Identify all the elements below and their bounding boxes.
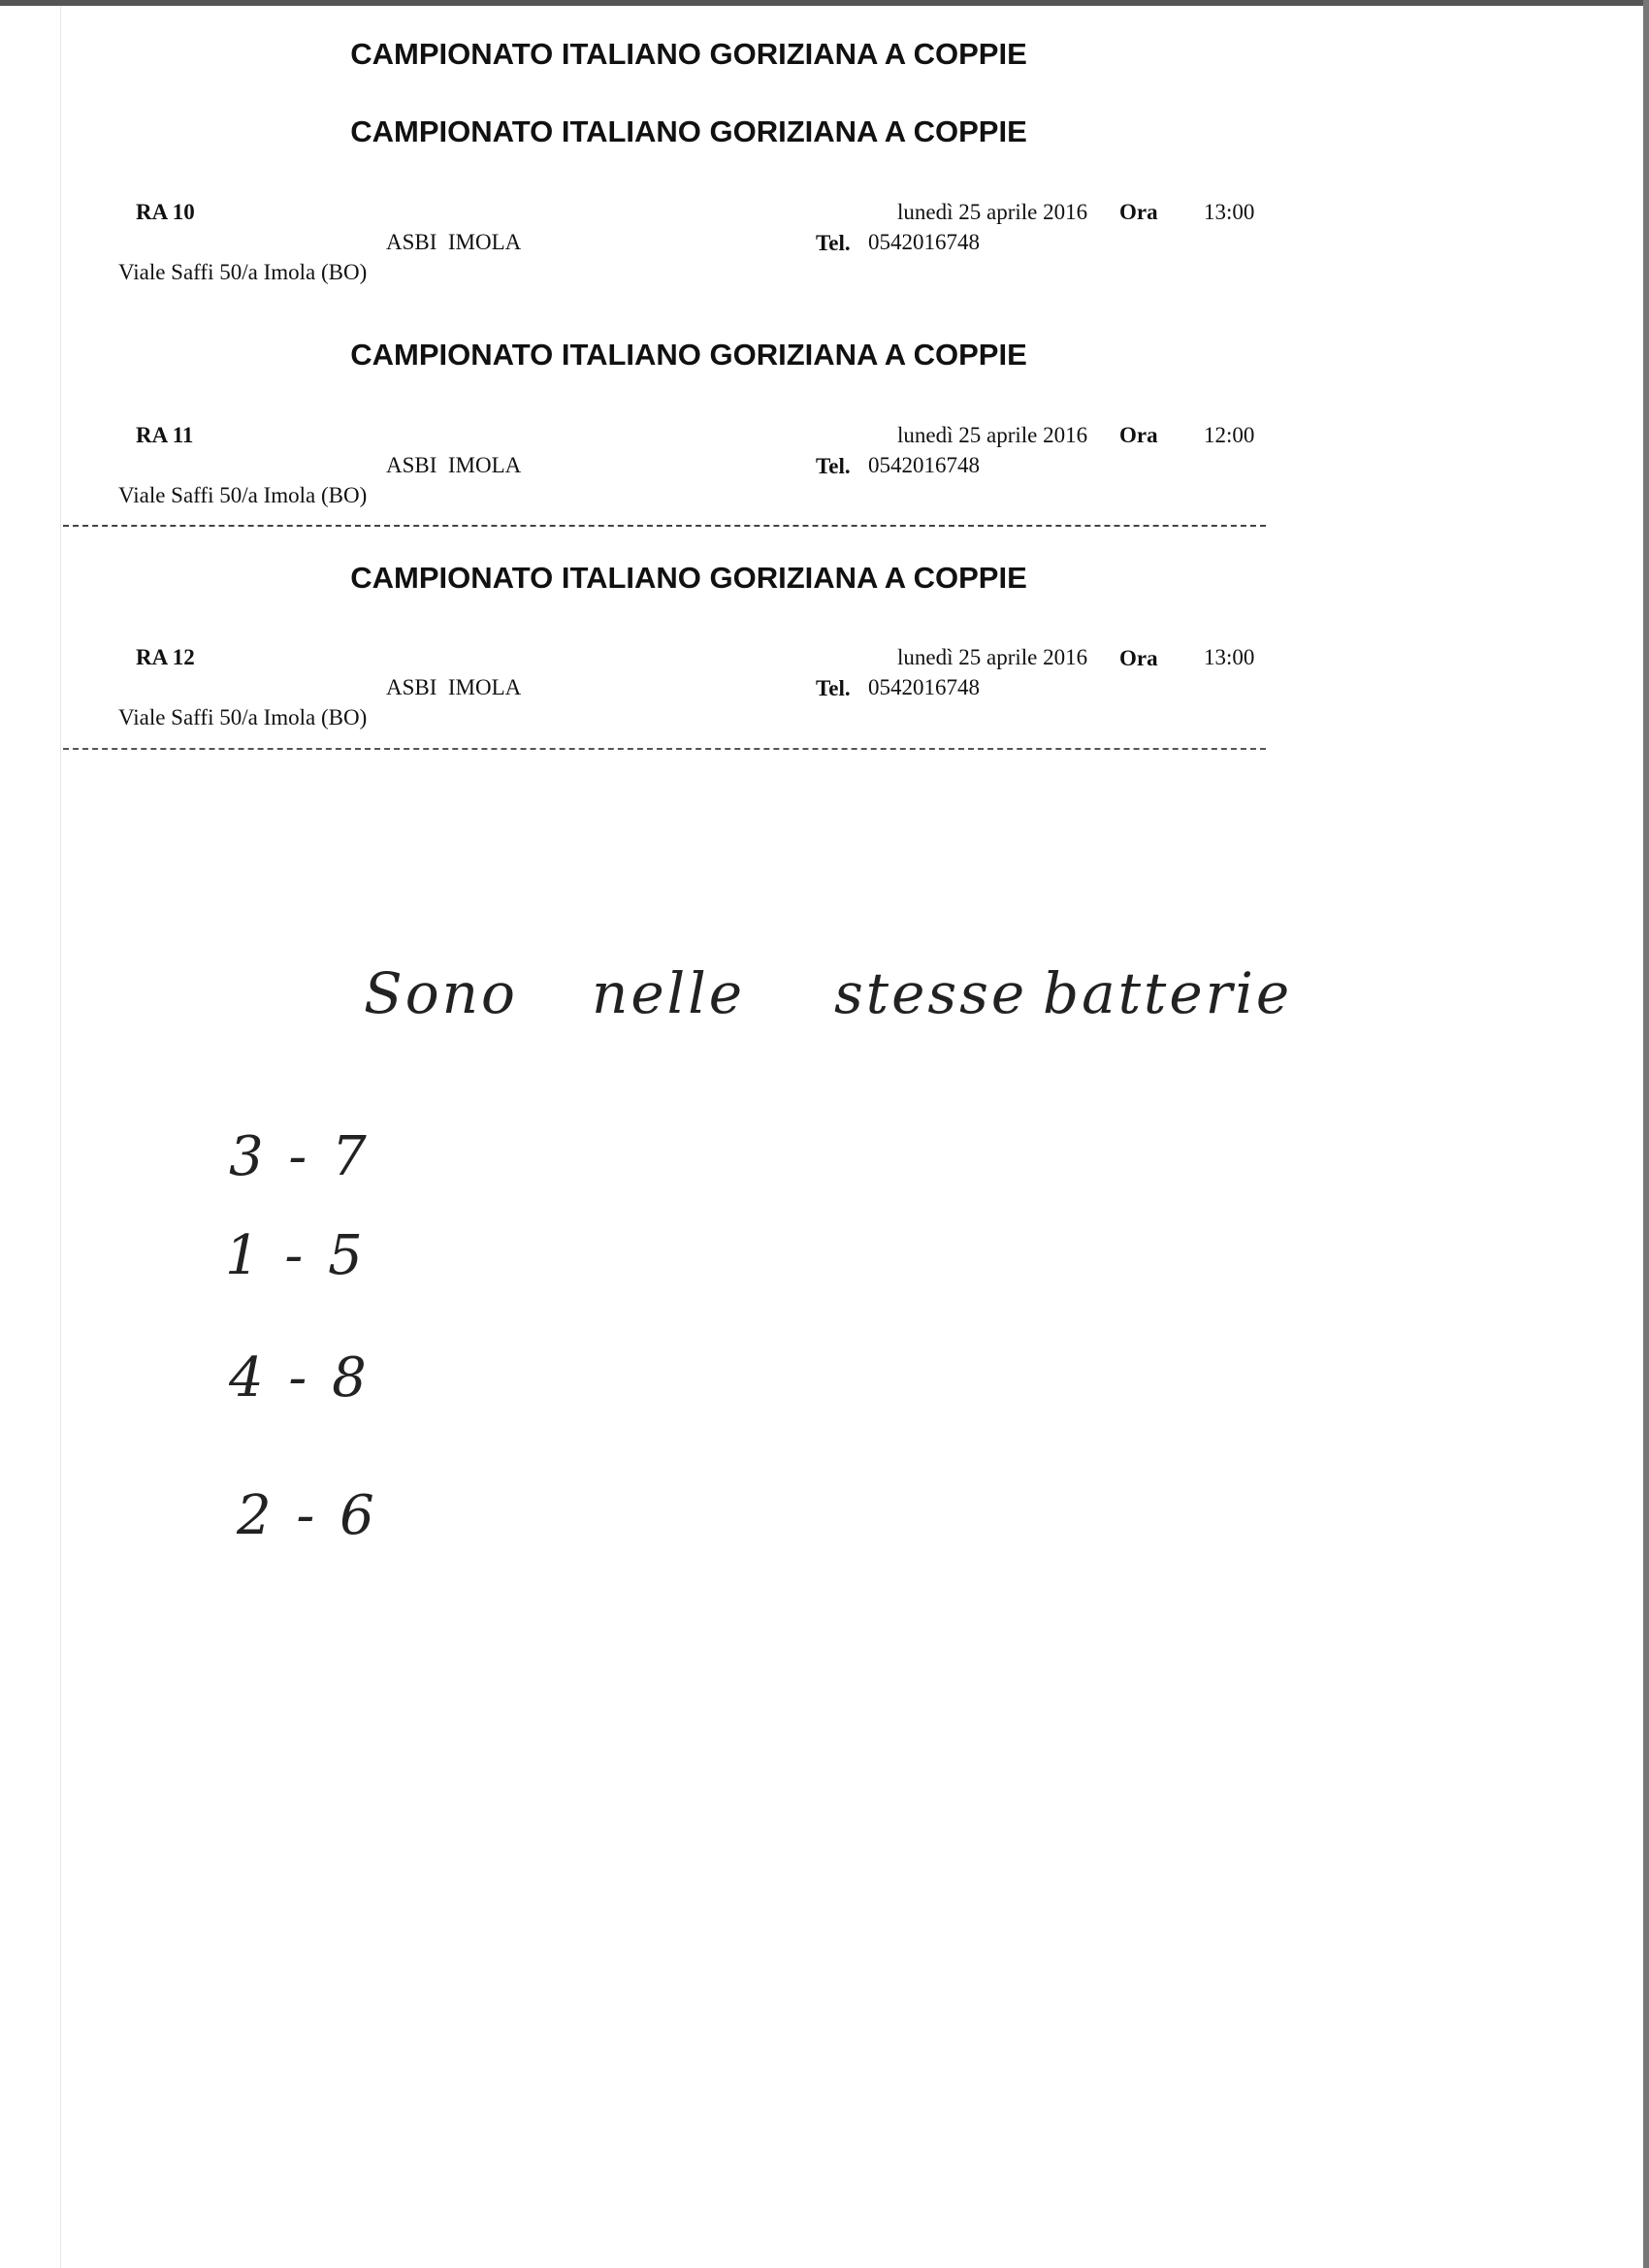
championship-title: CAMPIONATO ITALIANO GORIZIANA A COPPIE <box>350 561 1027 595</box>
championship-title: CAMPIONATO ITALIANO GORIZIANA A COPPIE <box>350 37 1027 71</box>
match-time: 13:00 <box>1204 645 1255 669</box>
venue-name: ASBI IMOLA <box>386 230 522 254</box>
phone-number: 0542016748 <box>868 453 980 477</box>
scan-edge-top <box>0 0 1649 6</box>
match-code: RA 10 <box>136 200 195 224</box>
venue-address: Viale Saffi 50/a Imola (BO) <box>118 705 368 729</box>
championship-title: CAMPIONATO ITALIANO GORIZIANA A COPPIE <box>350 338 1027 372</box>
handwritten-word: stesse <box>834 960 1028 1026</box>
match-code: RA 11 <box>136 423 194 447</box>
handwritten-word: nelle <box>592 960 746 1026</box>
match-code: RA 12 <box>136 645 195 669</box>
venue-name: ASBI IMOLA <box>386 675 522 699</box>
match-date: lunedì 25 aprile 2016 <box>897 645 1088 669</box>
handwritten-pair: 2 - 6 <box>237 1484 378 1547</box>
championship-title: CAMPIONATO ITALIANO GORIZIANA A COPPIE <box>350 114 1027 148</box>
time-label: Ora <box>1119 200 1158 224</box>
match-date: lunedì 25 aprile 2016 <box>897 423 1088 447</box>
handwritten-pair: 1 - 5 <box>225 1224 367 1287</box>
match-time: 13:00 <box>1204 200 1255 224</box>
match-time: 12:00 <box>1204 423 1255 447</box>
venue-address: Viale Saffi 50/a Imola (BO) <box>118 483 368 507</box>
handwritten-note <box>364 960 1293 1048</box>
time-label: Ora <box>1119 646 1158 670</box>
handwritten-word: batterie <box>1043 960 1293 1026</box>
tel-label: Tel. <box>816 676 851 700</box>
cut-line <box>63 748 1266 750</box>
handwritten-pair: 3 - 7 <box>229 1125 371 1188</box>
scan-edge-right <box>1643 0 1649 2268</box>
cut-line <box>63 525 1266 527</box>
venue-name: ASBI IMOLA <box>386 453 522 477</box>
tel-label: Tel. <box>816 454 851 478</box>
phone-number: 0542016748 <box>868 230 980 254</box>
handwritten-pair: 4 - 8 <box>229 1346 371 1409</box>
handwritten-word: Sono <box>364 960 518 1026</box>
time-label: Ora <box>1119 423 1158 447</box>
tel-label: Tel. <box>816 231 851 255</box>
phone-number: 0542016748 <box>868 675 980 699</box>
match-date: lunedì 25 aprile 2016 <box>897 200 1088 224</box>
venue-address: Viale Saffi 50/a Imola (BO) <box>118 260 368 284</box>
